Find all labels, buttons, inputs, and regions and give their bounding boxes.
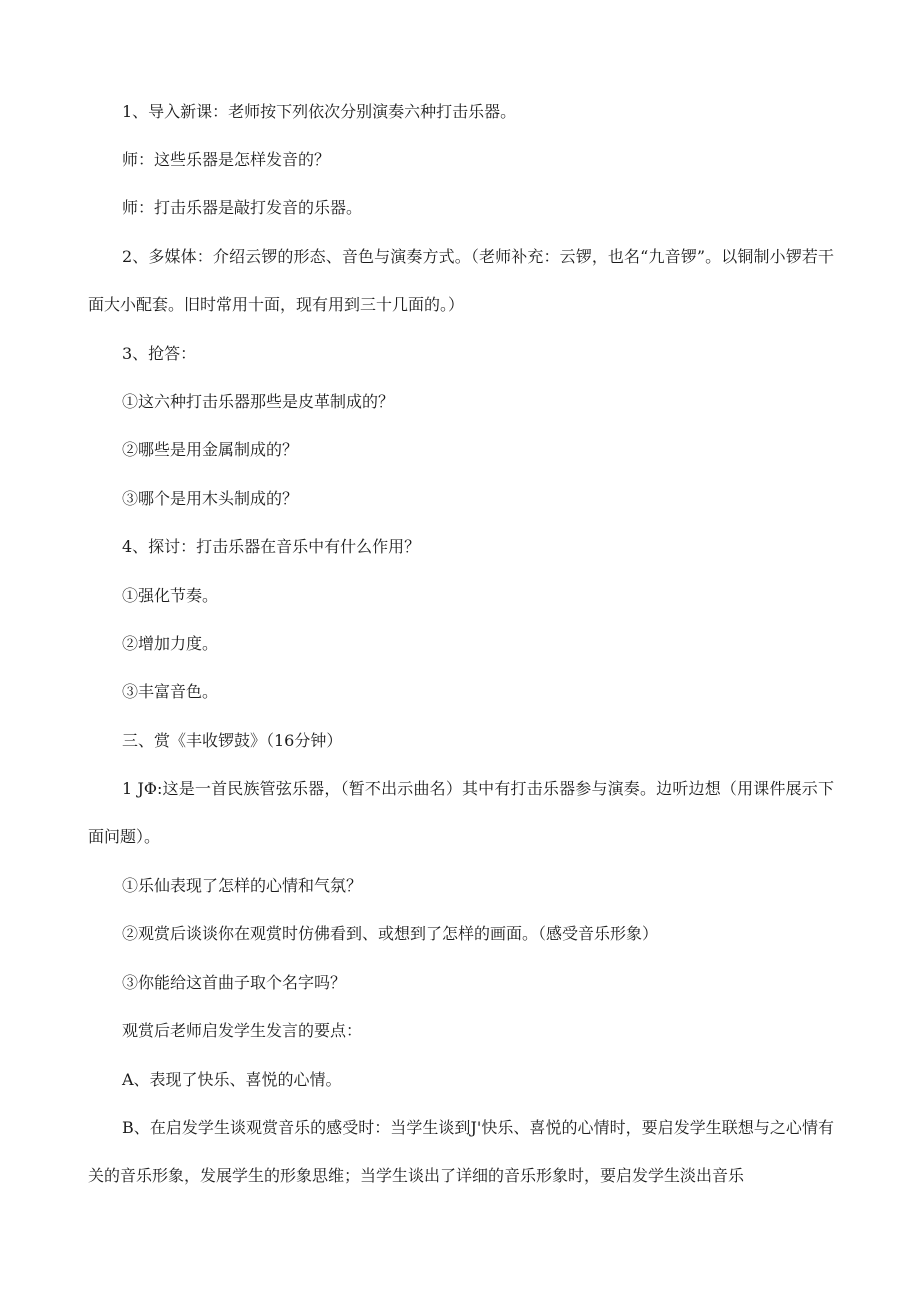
paragraph-discussion: 4、探讨：打击乐器在音乐中有什么作用？	[122, 537, 421, 556]
paragraph-question-mood: ①乐仙表现了怎样的心情和气氛？	[122, 876, 363, 895]
paragraph-question-name: ③你能给这首曲子取个名字吗？	[122, 973, 347, 992]
paragraph-question-wood: ③哪个是用木头制成的？	[122, 489, 299, 508]
paragraph-point-a: A、表现了快乐、喜悦的心情。	[122, 1070, 342, 1089]
paragraph-rhythm: ①强化节奏。	[122, 586, 219, 605]
paragraph-quick-answer: 3、抢答：	[122, 344, 197, 363]
paragraph-question-metal: ②哪些是用金属制成的？	[122, 440, 299, 459]
paragraph-teacher-question: 师：这些乐器是怎样发音的？	[122, 150, 331, 169]
paragraph-dynamics: ②增加力度。	[122, 634, 219, 653]
paragraph-intro-lesson: 1、导入新课：老师按下列依次分别演奏六种打击乐器。	[122, 102, 517, 121]
paragraph-question-leather: ①这六种打击乐器那些是皮革制成的？	[122, 392, 395, 411]
paragraph-point-b: B、在启发学生谈观赏音乐的感受时：当学生谈到J'快乐、喜悦的心情时，要启发学生联想与之心情有关的音乐形象，发展学生的形象思维；当学生谈出了详细的音乐形象时，要启发学生淡出音乐	[88, 1118, 834, 1185]
paragraph-listening: 1 JΦ:这是一首民族管弦乐器，（暂不出示曲名）其中有打击乐器参与演奏。边听边想（用课件展示下面问题）。	[88, 779, 834, 846]
paragraph-key-points: 观赏后老师启发学生发言的要点：	[122, 1021, 363, 1040]
section-heading-appreciation: 三、赏《丰收锣鼓》（16分钟）	[122, 731, 343, 750]
paragraph-question-imagery: ②观赏后谈谈你在观赏时仿佛看到、或想到了怎样的画面。（感受音乐形象）	[122, 924, 659, 943]
paragraph-timbre: ③丰富音色。	[122, 682, 219, 701]
paragraph-multimedia: 2、多媒体：介绍云锣的形态、音色与演奏方式。（老师补充：云锣，也名“九音锣”。以铜制小锣若干面大小配套。旧时常用十面，现有用到三十几面的。）	[88, 247, 834, 314]
paragraph-teacher-answer: 师：打击乐器是敲打发音的乐器。	[122, 198, 363, 217]
